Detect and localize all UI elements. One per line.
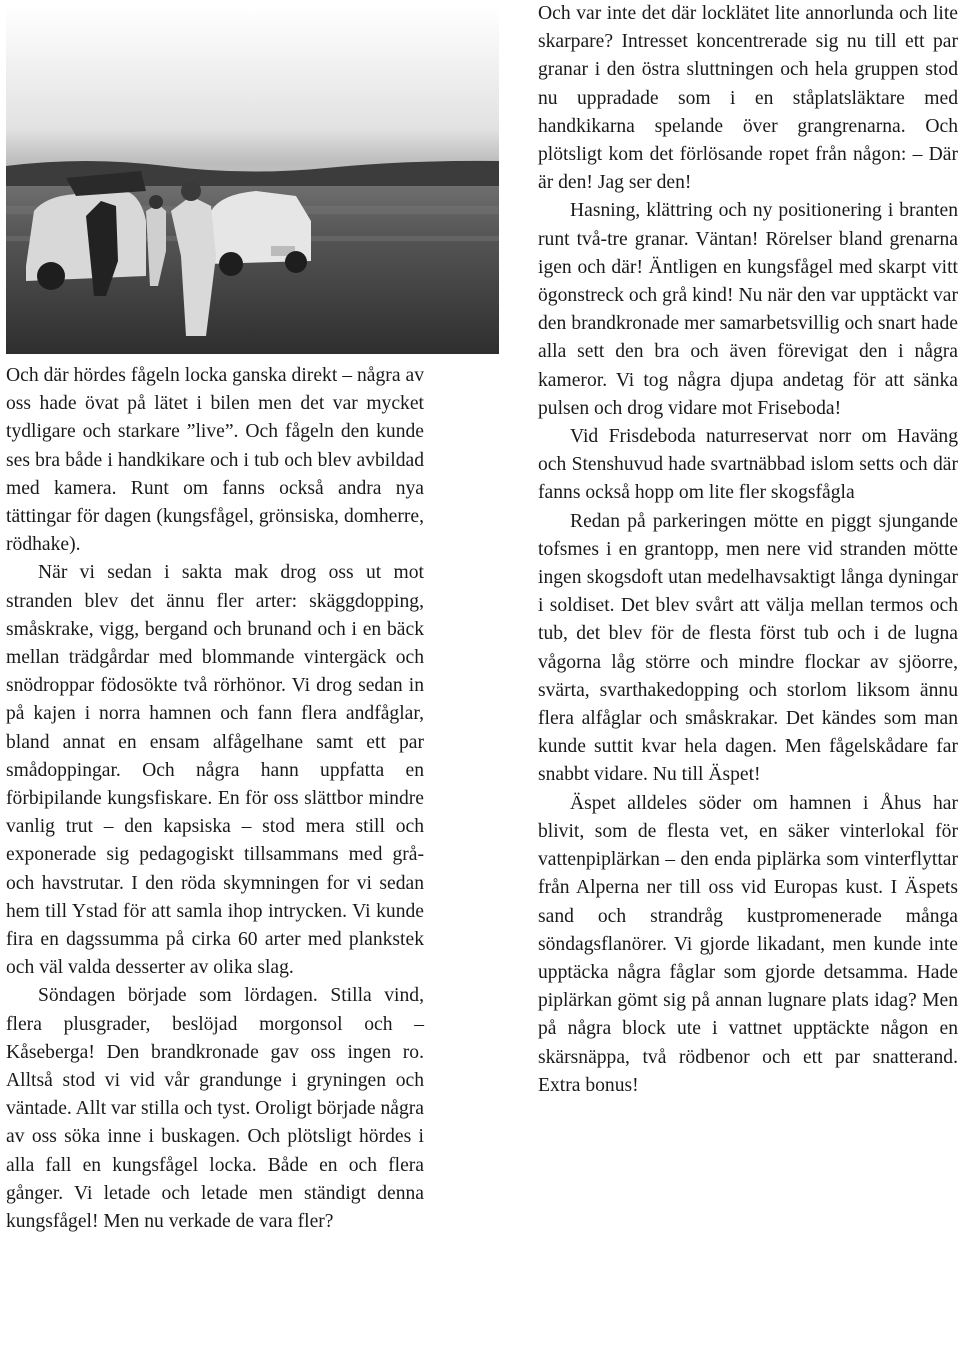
left-paragraph-1: Och där hördes fågeln locka ganska direkt – några av oss hade övat på lätet i bilen men det var mycket tydligare och starkare ”live”. Och fågeln den kunde ses bra både i handkikare och i tub och blev avbildad med kamera. Runt om fanns också andra nya tättingar för dagen (kungsfågel, grönsiska, domherre, rödhake). xyxy=(6,365,424,556)
left-text-column xyxy=(6,362,424,1236)
right-paragraph-3: Vid Frisdeboda naturreservat norr om Haväng och Stenshuvud hade svartnäbbad islom setts och där fanns också hopp om lite fler skogsfågla xyxy=(538,426,958,504)
right-paragraph-2: Hasning, klättring och ny positionering i branten runt två-tre granar. Väntan! Rörelser bland grenarna igen och där! Äntligen en kungsfågel med skarpt vitt ögonstreck och grå kind! Nu när den var upptäckt var den brandkronade mer samarbetsvillig och snart hade alla sett den bra och även förevigat den i några kameror. Vi tog några djupa andetag för att sänka pulsen och drog vidare mot Friseboda! xyxy=(538,200,958,419)
left-paragraph-2: När vi sedan i sakta mak drog oss ut mot stranden blev det ännu fler arter: skäggdopping, småskrake, vigg, bergand och brunand och i en bäck mellan trädgårdar med blommande vintergäck och snödroppar födosökte två rörhönor. Vi drog sedan in på kajen i norra hamnen och fann flera andfåglar, bland annat en ensam alfågelhane samt ett par smådoppingar. Och några hann uppfatta en förbipilande kungsfiskare. En för oss slättbor mindre vanlig trut – den kapsiska – stod mera still och exponerade sig pedagogiskt tillsammans med grå- och havstrutar. I den röda skymningen for vi sedan hem till Ystad för att samla ihop intrycken. Vi kunde fira en dagssumma på cirka 60 arter med plankstek och väl valda desserter av olika slag. xyxy=(6,562,424,979)
right-text-column xyxy=(538,0,958,1100)
right-paragraph-4: Redan på parkeringen mötte en piggt sjungande tofsmes i en grantopp, men nere vid stranden mötte ingen skogsdoft utan medelhavsaktigt långa dyningar i soldiset. Det blev svårt att välja mellan termos och tub, det blev för de flesta först tub och i de lugna vågorna låg större och mindre flockar av sjöorre, svärta, svarthakedopping och storlom liksom ännu flera alfåglar och småskrakar. Det kändes som man kunde suttit kvar hela dagen. Men fågelskådare far snabbt vidare. Nu till Äspet! xyxy=(538,510,958,786)
field-with-cars-photo xyxy=(6,6,499,354)
right-paragraph-5: Äspet alldeles söder om hamnen i Åhus har blivit, som de flesta vet, en säker vinterlokal för vattenpiplärkan – den enda piplärka som vinterflyttar från Alperna ner till oss vid Europas kust. I Äspets sand och strandråg kustpromenerade många söndagsflanörer. Vi gjorde likadant, men kunde inte upptäcka några fåglar som gjorde detsamma. Hade piplärkan gömt sig på annan lugnare plats idag? Men på några block ute i vattnet upptäckte någon en skärsnäppa, två rödbenor och ett par snatterand. Extra bonus! xyxy=(538,792,958,1096)
right-paragraph-1: Och var inte det där locklätet lite annorlunda och lite skarpare? Intresset koncentrerade sig nu till ett par granar i den östra sluttningen och hela gruppen stod nu uppradade som i en ståplatsläktare med handkikarna spelande över grangrenarna. Och plötsligt kom det förlösande ropet från någon: – Där är den! Jag ser den! xyxy=(538,3,958,194)
left-paragraph-3: Söndagen började som lördagen. Stilla vind, flera plusgrader, beslöjad morgonsol och – Kåseberga! Den brandkronade gav oss ingen ro. Alltså stod vi vid vår grandunge i gryningen och väntade. Allt var stilla och tyst. Oroligt började några av oss söka inne i buskagen. Och plötsligt hördes i alla fall en kungsfågel locka. Både en och flera gånger. Vi letade och letade men ständigt denna kungsfågel! Men nu verkade de vara fler? xyxy=(6,985,424,1233)
